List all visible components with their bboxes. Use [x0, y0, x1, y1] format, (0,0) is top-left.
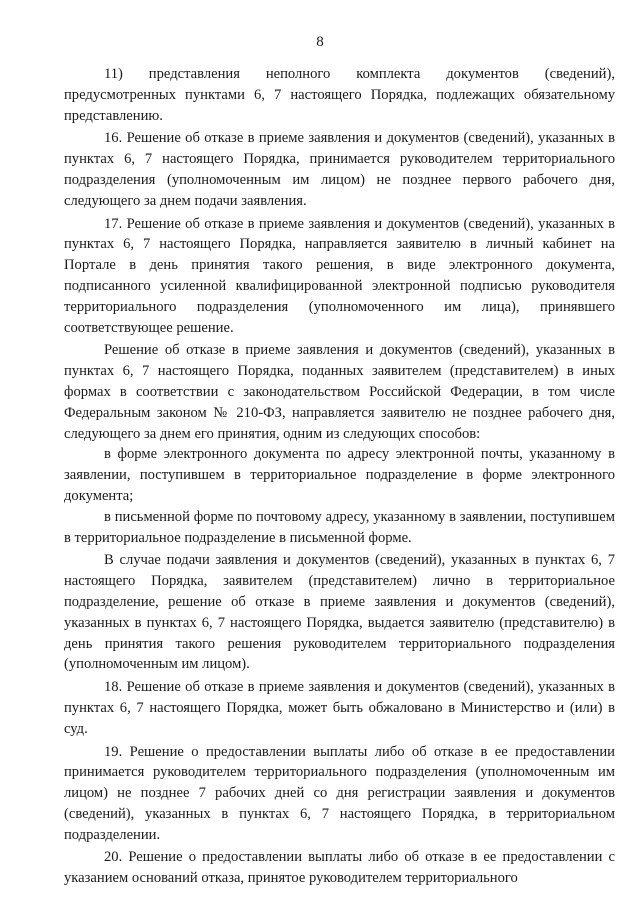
page-number: 8 [316, 34, 324, 50]
paragraph-16: 16. Решение об отказе в приеме заявления и документов (сведений), указанных в пунктах 6, 7 настоящего Порядка, принимается руководителем территориального подразделения (уполномоченным им лицом) не позднее первого рабочего дня, следующего за днем подачи заявления. [64, 130, 615, 209]
paragraph-17: 17. Решение об отказе в приеме заявления и документов (сведений), указанных в пунктах 6, 7 настоящего Порядка, направляется заявителю в личный кабинет на Портале в день принятия такого решения, в виде электронного документа, подписанного усиленной квалифицированной электронной подписью руководителя территориального подразделения (уполномоченного им лица), принявшего соответствующее решение. [64, 215, 615, 336]
paragraph-17-email-method: в форме электронного документа по адресу электронной почты, указанному в заявлении, поступившем в территориальное подразделение в форме электронного документа; [64, 446, 615, 504]
paragraph-17-other-forms: Решение об отказе в приеме заявления и документов (сведений), указанных в пунктах 6, 7 настоящего Порядка, поданных заявителем (представителем) в иных формах в соответствии с законодательством Российской Федерации, в том числе Федеральным законом № 210-ФЗ, направляется заявителю не позднее рабочего дня, следующего за днем его принятия, одним из следующих способов: [64, 342, 615, 442]
document-body [64, 64, 615, 889]
paragraph-17-postal-method: в письменной форме по почтовому адресу, указанному в заявлении, поступившем в территориальное подразделение в письменной форме. [64, 508, 615, 546]
paragraph-item-11: 11) представления неполного комплекта документов (сведений), предусмотренных пунктами 6, 7 настоящего Порядка, подлежащих обязательному представлению. [64, 66, 615, 124]
paragraph-17-in-person: В случае подачи заявления и документов (сведений), указанных в пунктах 6, 7 настоящего Порядка, заявителем (представителем) лично в территориальное подразделение, решение об отказе в приеме заявления и документов (сведений), указанных в пунктах 6, 7 настоящего Порядка, выдается заявителю (представителю) в день принятия такого решения руководителем территориального подразделения (уполномоченным им лицом). [64, 552, 615, 673]
paragraph-20: 20. Решение о предоставлении выплаты либо об отказе в ее предоставлении с указанием оснований отказа, принятое руководителем территориального [64, 849, 615, 887]
paragraph-19: 19. Решение о предоставлении выплаты либо об отказе в ее предоставлении принимается руководителем территориального подразделения (уполномоченным им лицом) не позднее 7 рабочих дней со дня регистрации заявления и документов (сведений), указанных в пунктах 6, 7 настоящего Порядка, в территориальном подразделении. [64, 743, 615, 843]
paragraph-18: 18. Решение об отказе в приеме заявления и документов (сведений), указанных в пунктах 6, 7 настоящего Порядка, может быть обжаловано в Министерство и (или) в суд. [64, 679, 615, 737]
